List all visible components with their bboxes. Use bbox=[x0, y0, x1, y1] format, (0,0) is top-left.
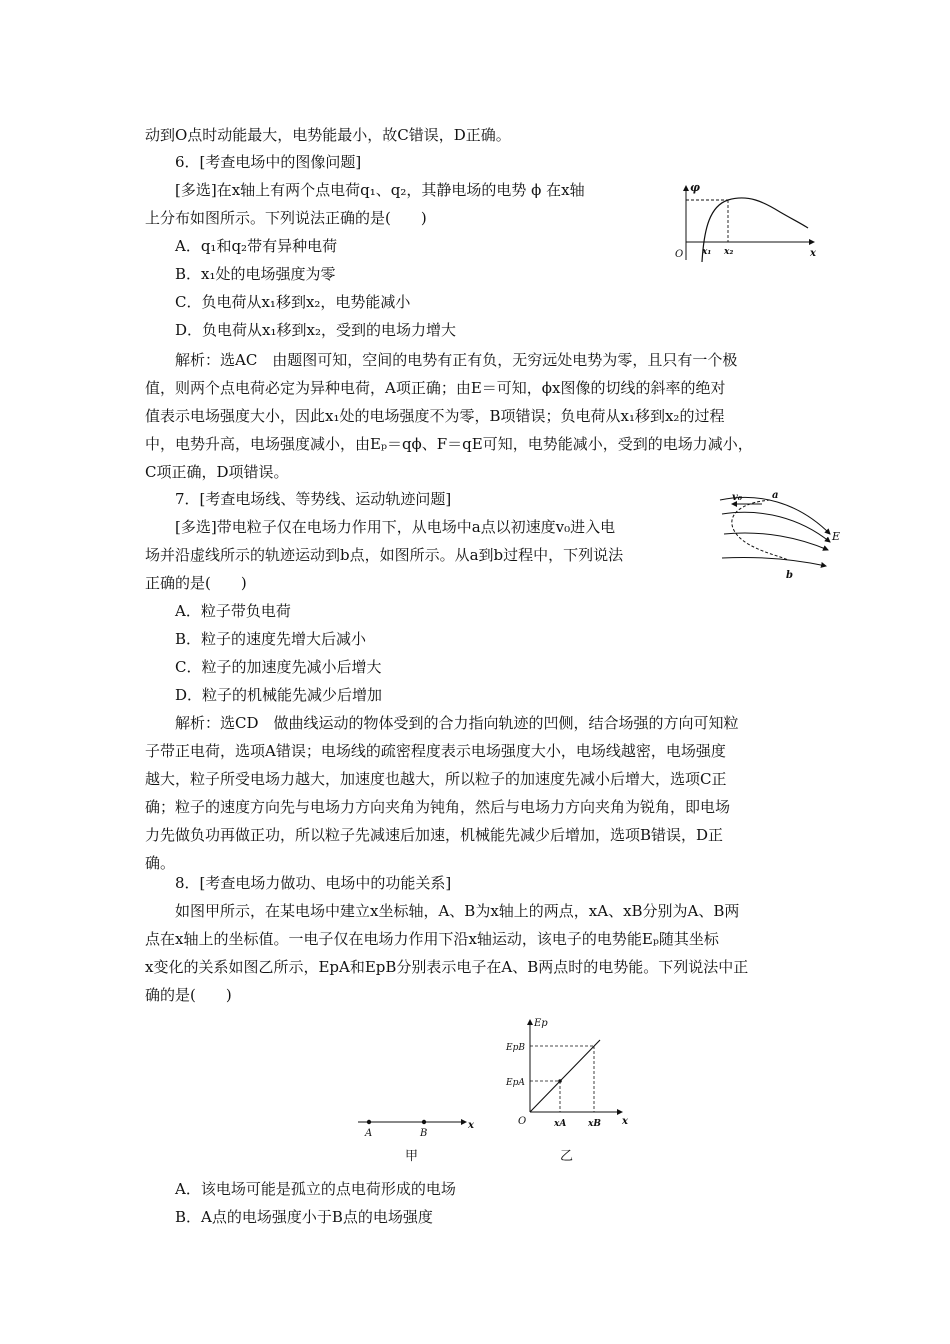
q7-analysis-line: 力先做负功再做正功，所以粒子先减速后加速，机械能先减少后增加，选项B错误，D正 bbox=[145, 826, 724, 844]
q7-option-b: B．粒子的速度先增大后减小 bbox=[175, 630, 367, 648]
q7-analysis-line: 确；粒子的速度方向先与电场力方向夹角为钝角，然后与电场力方向夹角为锐角，即电场 bbox=[145, 798, 731, 816]
x-axis-label: x bbox=[810, 248, 816, 259]
x-axis-label: x bbox=[622, 1116, 628, 1127]
q6-analysis-line: 值，则两个点电荷必定为异种电荷，A项正确；由E＝可知，ϕx图像的切线的斜率的绝对 bbox=[145, 379, 726, 397]
xb-label: xB bbox=[588, 1119, 601, 1129]
q6-option-a: A．q₁和q₂带有异种电荷 bbox=[175, 237, 338, 255]
phi-axis-label: φ bbox=[690, 181, 700, 194]
q7-stem-line: 正确的是( ) bbox=[145, 574, 247, 592]
q6-stem-line: 上分布如图所示。下列说法正确的是( ) bbox=[145, 209, 427, 227]
x2-label: x₂ bbox=[724, 247, 734, 257]
q6-analysis-line: 值表示电场强度大小，因此x₁处的电场强度不为零，B项错误；负电荷从x₁移到x₂的过程 bbox=[145, 407, 725, 425]
origin-label: O bbox=[675, 249, 684, 260]
q8-figure-yi bbox=[504, 1012, 634, 1138]
field-line bbox=[722, 512, 830, 542]
q6-option-d: D．负电荷从x₁移到x₂，受到的电场力增大 bbox=[175, 321, 456, 339]
ep-line bbox=[530, 1040, 600, 1112]
q8-stem-line: x变化的关系如图乙所示，EpA和EpB分别表示电子在A、B两点时的电势能。下列说法中正 bbox=[145, 958, 749, 976]
x1-label: x₁ bbox=[702, 247, 712, 257]
q8-option-b: B．A点的电场强度小于B点的电场强度 bbox=[175, 1208, 433, 1226]
point-a-mark bbox=[558, 1079, 562, 1083]
v0-label: v₀ bbox=[732, 492, 743, 503]
caption-yi: 乙 bbox=[560, 1149, 574, 1164]
point-a bbox=[367, 1120, 371, 1124]
q6-stem-line: [多选]在x轴上有两个点电荷q₁、q₂，其静电场的电势 ϕ 在x轴 bbox=[175, 181, 585, 199]
q6-analysis-line: 解析：选AC 由题图可知，空间的电势有正有负，无穷远处电势为零，且只有一个极 bbox=[175, 351, 738, 369]
q6-analysis-line: 中，电势升高，电场强度减小，由Eₚ＝qϕ、F＝qE可知，电势能减小，受到的电场力减小， bbox=[145, 435, 753, 453]
origin-label: O bbox=[518, 1116, 527, 1127]
q8-figure-jia bbox=[354, 1090, 484, 1140]
q5-tail: 动到O点时动能最大，电势能最小，故C错误，D正确。 bbox=[145, 126, 511, 144]
point-a-label: A bbox=[365, 1128, 373, 1139]
q8-option-a: A．该电场可能是孤立的点电荷形成的电场 bbox=[175, 1180, 456, 1198]
q7-analysis-line: 解析：选CD 做曲线运动的物体受到的合力指向轨迹的凹侧，结合场强的方向可知粒 bbox=[175, 714, 739, 732]
epa-label: EpA bbox=[506, 1078, 525, 1088]
q6-analysis-line: C项正确，D项错误。 bbox=[145, 463, 289, 481]
q7-analysis-line: 越大，粒子所受电场力越大，加速度也越大，所以粒子的加速度先减小后增大，选项C正 bbox=[145, 770, 727, 788]
q7-stem-line: 场并沿虚线所示的轨迹运动到b点，如图所示。从a到b过程中，下列说法 bbox=[145, 546, 624, 564]
point-a-label: a bbox=[772, 490, 779, 501]
field-line bbox=[722, 557, 826, 566]
xa-label: xA bbox=[554, 1119, 567, 1129]
trajectory bbox=[732, 500, 788, 560]
q7-heading: 7．[考查电场线、等势线、运动轨迹问题] bbox=[175, 490, 452, 508]
q6-heading: 6．[考查电场中的图像问题] bbox=[175, 153, 362, 171]
x-axis-label: x bbox=[468, 1120, 474, 1131]
field-line bbox=[724, 533, 828, 550]
q6-option-b: B．x₁处的电场强度为零 bbox=[175, 265, 336, 283]
ep-axis-label: Ep bbox=[534, 1018, 548, 1029]
epb-label: EpB bbox=[506, 1043, 525, 1053]
point-b-label: B bbox=[420, 1128, 428, 1139]
caption-jia: 甲 bbox=[405, 1149, 419, 1164]
q7-stem-line: [多选]带电粒子仅在电场力作用下，从电场中a点以初速度v₀进入电 bbox=[175, 518, 616, 536]
point-b-label: b bbox=[786, 570, 793, 581]
q8-stem-line: 点在x轴上的坐标值。一电子仅在电场力作用下沿x轴运动，该电子的电势能Eₚ随其坐标 bbox=[145, 930, 719, 948]
q6-potential-figure bbox=[672, 178, 822, 262]
q6-option-c: C．负电荷从x₁移到x₂，电势能减小 bbox=[175, 293, 411, 311]
potential-curve bbox=[702, 198, 808, 262]
q7-analysis-line: 子带正电荷，选项A错误；电场线的疏密程度表示电场强度大小，电场线越密，电场强度 bbox=[145, 742, 726, 760]
field-e-label: E bbox=[832, 530, 841, 543]
q7-option-d: D．粒子的机械能先减少后增加 bbox=[175, 686, 383, 704]
q7-option-c: C．粒子的加速度先减小后增大 bbox=[175, 658, 382, 676]
q8-heading: 8．[考查电场力做功、电场中的功能关系] bbox=[175, 874, 452, 892]
q7-analysis-line: 确。 bbox=[145, 854, 176, 872]
q8-stem-line: 如图甲所示，在某电场中建立x坐标轴，A、B为x轴上的两点，xA、xB分别为A、B两 bbox=[175, 902, 740, 920]
q7-option-a: A．粒子带负电荷 bbox=[175, 602, 291, 620]
q7-field-lines-figure bbox=[718, 486, 848, 582]
point-b bbox=[422, 1120, 426, 1124]
q8-stem-line: 确的是( ) bbox=[145, 986, 232, 1004]
